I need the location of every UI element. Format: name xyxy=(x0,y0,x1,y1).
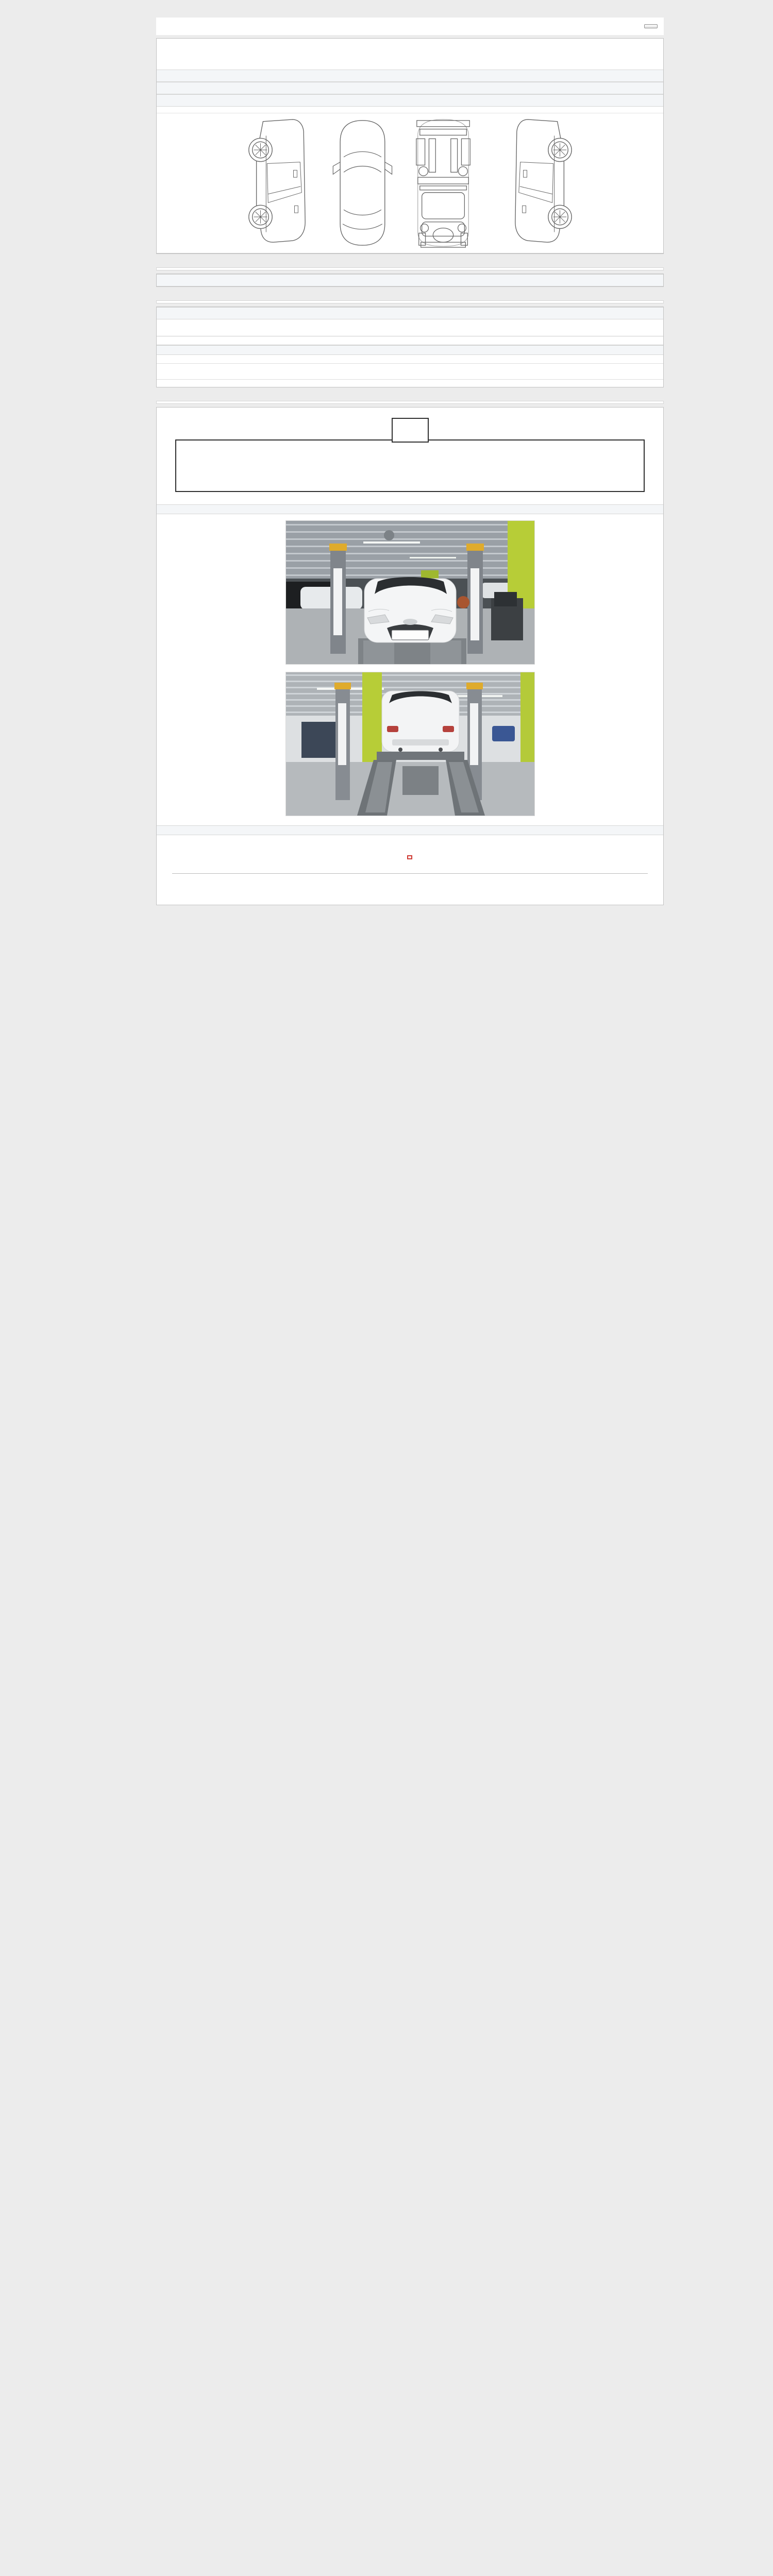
signature-block xyxy=(157,835,663,887)
inspection-photo-rear xyxy=(285,672,535,816)
price-survey-definition-box xyxy=(175,439,645,492)
document-column xyxy=(156,18,664,905)
section-etc-info xyxy=(157,307,663,319)
section-signature xyxy=(157,825,663,835)
section-accident-history xyxy=(157,94,663,107)
car-damage-diagram xyxy=(157,113,663,253)
standard-book-note xyxy=(157,336,663,345)
issuer-organization xyxy=(172,854,648,863)
caution-price-list xyxy=(157,380,663,387)
final-price-row xyxy=(157,319,663,336)
photo-zone xyxy=(157,514,663,825)
caution-perf-title xyxy=(157,355,663,364)
print-button[interactable] xyxy=(644,24,658,28)
document-header xyxy=(157,39,663,70)
section-inspection-photos xyxy=(157,504,663,514)
print-toolbar xyxy=(156,18,664,35)
caution-perf-list xyxy=(157,364,663,371)
car-rear-raised xyxy=(377,691,464,760)
caution-price-title xyxy=(157,371,663,380)
definition-title xyxy=(392,418,429,443)
car-diagram-svg xyxy=(183,115,637,248)
car365-note xyxy=(157,887,663,905)
section-caution xyxy=(157,345,663,355)
record-page-2 xyxy=(156,274,664,287)
car-front xyxy=(364,577,456,642)
section-detail-state xyxy=(157,274,663,286)
organization-seal xyxy=(407,855,412,859)
record-page-3 xyxy=(156,307,664,387)
inspection-photo-front xyxy=(285,520,535,665)
status-code-legend xyxy=(157,107,663,113)
section-basic-info xyxy=(157,70,663,82)
record-page-4 xyxy=(156,407,664,905)
section-overall-state xyxy=(157,82,663,94)
record-page-1 xyxy=(156,38,664,254)
